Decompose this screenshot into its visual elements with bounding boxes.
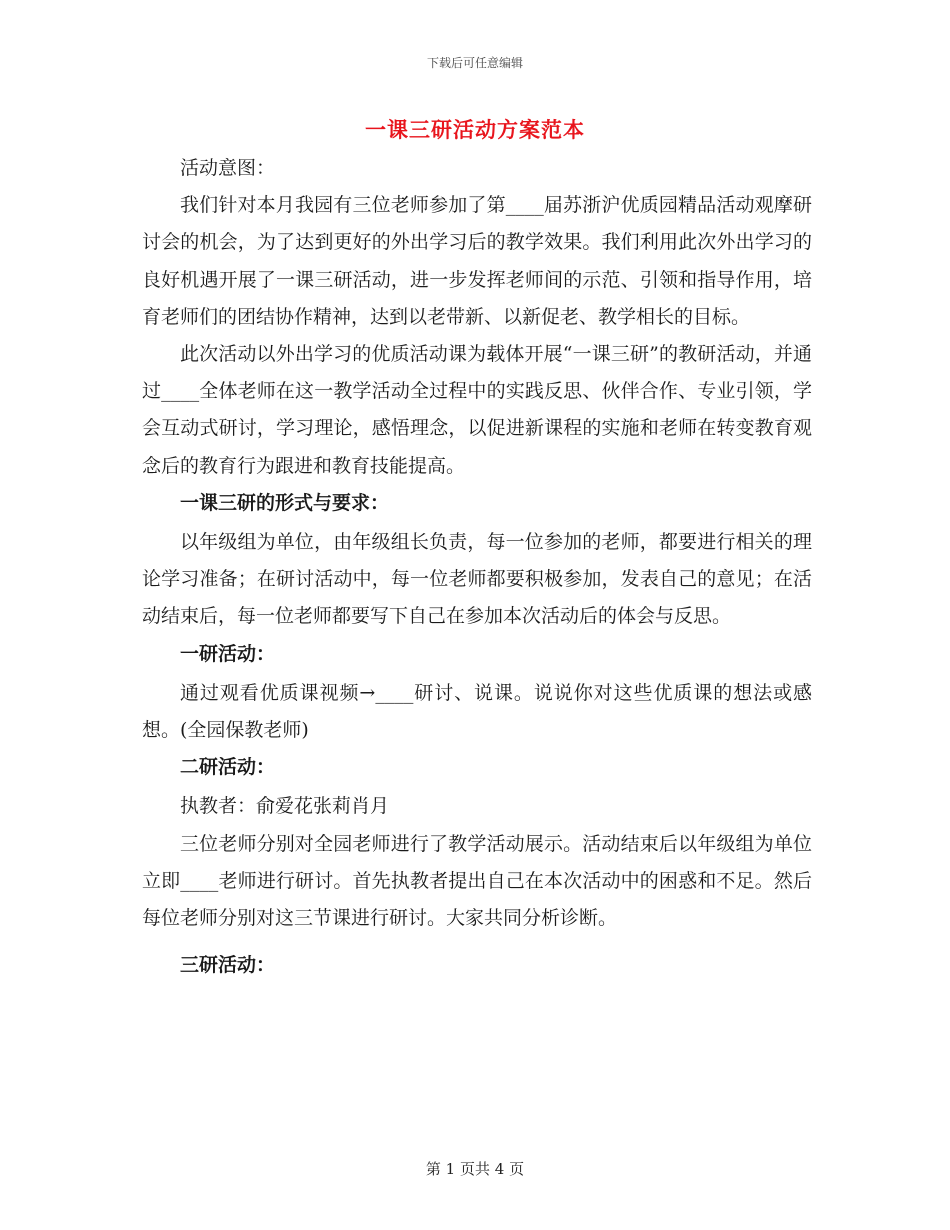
page-header: 下载后可任意编辑 xyxy=(426,56,523,70)
paragraph-intent-1: 我们针对本月我园有三位老师参加了第____届苏浙沪优质园精品活动观摩研讨会的机会，为了达到更好的外出学习后的教学效果。我们利用此次外出学习的良好机遇开展了一课三研活动，进一步发挥老师间的示范、引领和指导作用，培育老师们的团结协作精神，达到以老带新、以新促老、教学相长的目标。 xyxy=(142,194,812,328)
paragraph-format-requirements: 以年级组为单位，由年级组长负责，每一位参加的老师，都要进行相关的理论学习准备；在研讨活动中，每一位老师都要积极参加，发表自己的意见；在活动结束后，每一位老师都要写下自己在参加本次活动后的体会与反思。 xyxy=(142,531,812,628)
page-footer: 第 1 页共 4 页 xyxy=(425,1160,525,1178)
paragraph-second-research: 三位老师分别对全园老师进行了教学活动展示。活动结束后以年级组为单位立即____老师进行研讨。首先执教者提出自己在本次活动中的困惑和不足。然后每位老师分别对这三节课进行研讨。大家共同分析诊断。 xyxy=(142,832,812,930)
paragraph-first-research: 通过观看优质课视频→____研讨、说课。说说你对这些优质课的想法或感想。(全园保教老师) xyxy=(142,681,812,742)
heading-second-research: 二研活动： xyxy=(180,756,276,779)
document-body xyxy=(142,150,812,986)
document-title: 一课三研活动方案范本 xyxy=(365,117,585,142)
paragraph-teachers: 执教者：俞爱花张莉肖月 xyxy=(180,795,390,818)
heading-format-requirements: 一课三研的形式与要求： xyxy=(180,491,390,514)
heading-third-research: 三研活动： xyxy=(180,954,276,977)
heading-first-research: 一研活动： xyxy=(180,642,276,665)
section-label-intent: 活动意图： xyxy=(180,157,276,179)
paragraph-intent-2: 此次活动以外出学习的优质活动课为载体开展“一课三研”的教研活动，并通过____全体老师在这一教学活动全过程中的实践反思、伙伴合作、专业引领，学会互动式研讨，学习理论，感悟理念，以促进新课程的实施和老师在转变教育观念后的教育行为跟进和教育技能提高。 xyxy=(142,343,812,477)
